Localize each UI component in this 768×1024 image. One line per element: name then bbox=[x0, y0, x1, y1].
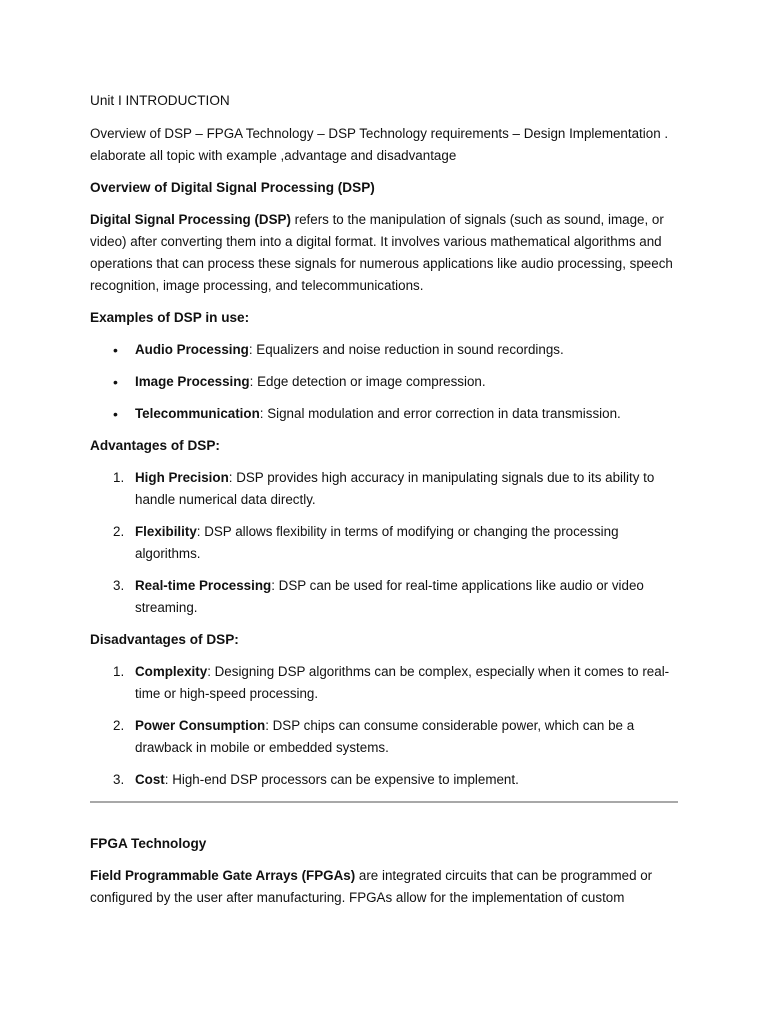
disadvantages-heading: Disadvantages of DSP: bbox=[90, 632, 239, 647]
advantage-text: : DSP can be used for real-time applications like audio or video streaming. bbox=[135, 578, 644, 615]
horizontal-divider bbox=[90, 801, 678, 803]
fpga-definition-term: Field Programmable Gate Arrays (FPGAs) bbox=[90, 868, 356, 883]
example-term: Audio Processing bbox=[135, 342, 249, 357]
disadvantage-term: Complexity bbox=[135, 664, 208, 679]
list-number: 1. bbox=[113, 664, 125, 679]
list-item bbox=[90, 467, 680, 511]
advantage-term: Real-time Processing bbox=[135, 578, 272, 593]
list-item bbox=[90, 575, 680, 619]
dsp-definition-term: Digital Signal Processing (DSP) bbox=[90, 212, 291, 227]
advantage-term: Flexibility bbox=[135, 524, 197, 539]
dsp-definition-paragraph bbox=[90, 209, 680, 297]
fpga-heading: FPGA Technology bbox=[90, 836, 207, 851]
example-text: : Equalizers and noise reduction in sound recordings. bbox=[248, 342, 564, 357]
examples-list bbox=[90, 339, 680, 425]
disadvantage-term: Power Consumption bbox=[135, 718, 266, 733]
list-number: 2. bbox=[113, 524, 125, 539]
advantage-term: High Precision bbox=[135, 470, 229, 485]
list-item bbox=[90, 339, 680, 361]
example-text: : Signal modulation and error correction in data transmission. bbox=[259, 406, 621, 421]
list-item bbox=[90, 403, 680, 425]
bullet-marker: • bbox=[113, 374, 118, 390]
disadvantage-text: : High-end DSP processors can be expensive to implement. bbox=[164, 772, 519, 787]
disadvantage-text: : Designing DSP algorithms can be complex, especially when it comes to real-time or high-speed processing. bbox=[135, 664, 670, 701]
unit-title: Unit I INTRODUCTION bbox=[90, 93, 230, 108]
list-item bbox=[90, 715, 680, 759]
fpga-definition-paragraph bbox=[90, 865, 680, 909]
example-term: Image Processing bbox=[135, 374, 250, 389]
list-number: 1. bbox=[113, 470, 125, 485]
list-number: 3. bbox=[113, 772, 125, 787]
disadvantages-list bbox=[90, 661, 680, 791]
list-number: 2. bbox=[113, 718, 125, 733]
disadvantage-text: : DSP chips can consume considerable power, which can be a drawback in mobile or embedded systems. bbox=[135, 718, 635, 755]
list-number: 3. bbox=[113, 578, 125, 593]
document-page bbox=[90, 90, 680, 919]
intro-text: Overview of DSP – FPGA Technology – DSP Technology requirements – Design Implementation . elaborate all topic with example ,advantage and disadvantage bbox=[90, 126, 669, 163]
example-text: : Edge detection or image compression. bbox=[249, 374, 486, 389]
list-item bbox=[90, 371, 680, 393]
advantages-heading: Advantages of DSP: bbox=[90, 438, 220, 453]
advantage-text: : DSP provides high accuracy in manipulating signals due to its ability to handle numerical data directly. bbox=[135, 470, 655, 507]
advantages-list bbox=[90, 467, 680, 619]
examples-heading: Examples of DSP in use: bbox=[90, 310, 250, 325]
dsp-definition-text: refers to the manipulation of signals (such as sound, image, or video) after converting them into a digital format. It involves various mathematical algorithms and operations that can process these signals for numerous applications like audio processing, speech recognition, image processing, and telecommunications. bbox=[90, 212, 673, 293]
fpga-definition-text: are integrated circuits that can be programmed or configured by the user after manufacturing. FPGAs allow for the implementation of custom bbox=[90, 868, 653, 905]
bullet-marker: • bbox=[113, 406, 118, 422]
disadvantage-term: Cost bbox=[135, 772, 165, 787]
example-term: Telecommunication bbox=[135, 406, 260, 421]
advantage-text: : DSP allows flexibility in terms of modifying or changing the processing algorithms. bbox=[135, 524, 619, 561]
bullet-marker: • bbox=[113, 342, 118, 358]
list-item bbox=[90, 661, 680, 705]
list-item bbox=[90, 521, 680, 565]
dsp-overview-heading: Overview of Digital Signal Processing (DSP) bbox=[90, 180, 375, 195]
list-item bbox=[90, 769, 680, 791]
